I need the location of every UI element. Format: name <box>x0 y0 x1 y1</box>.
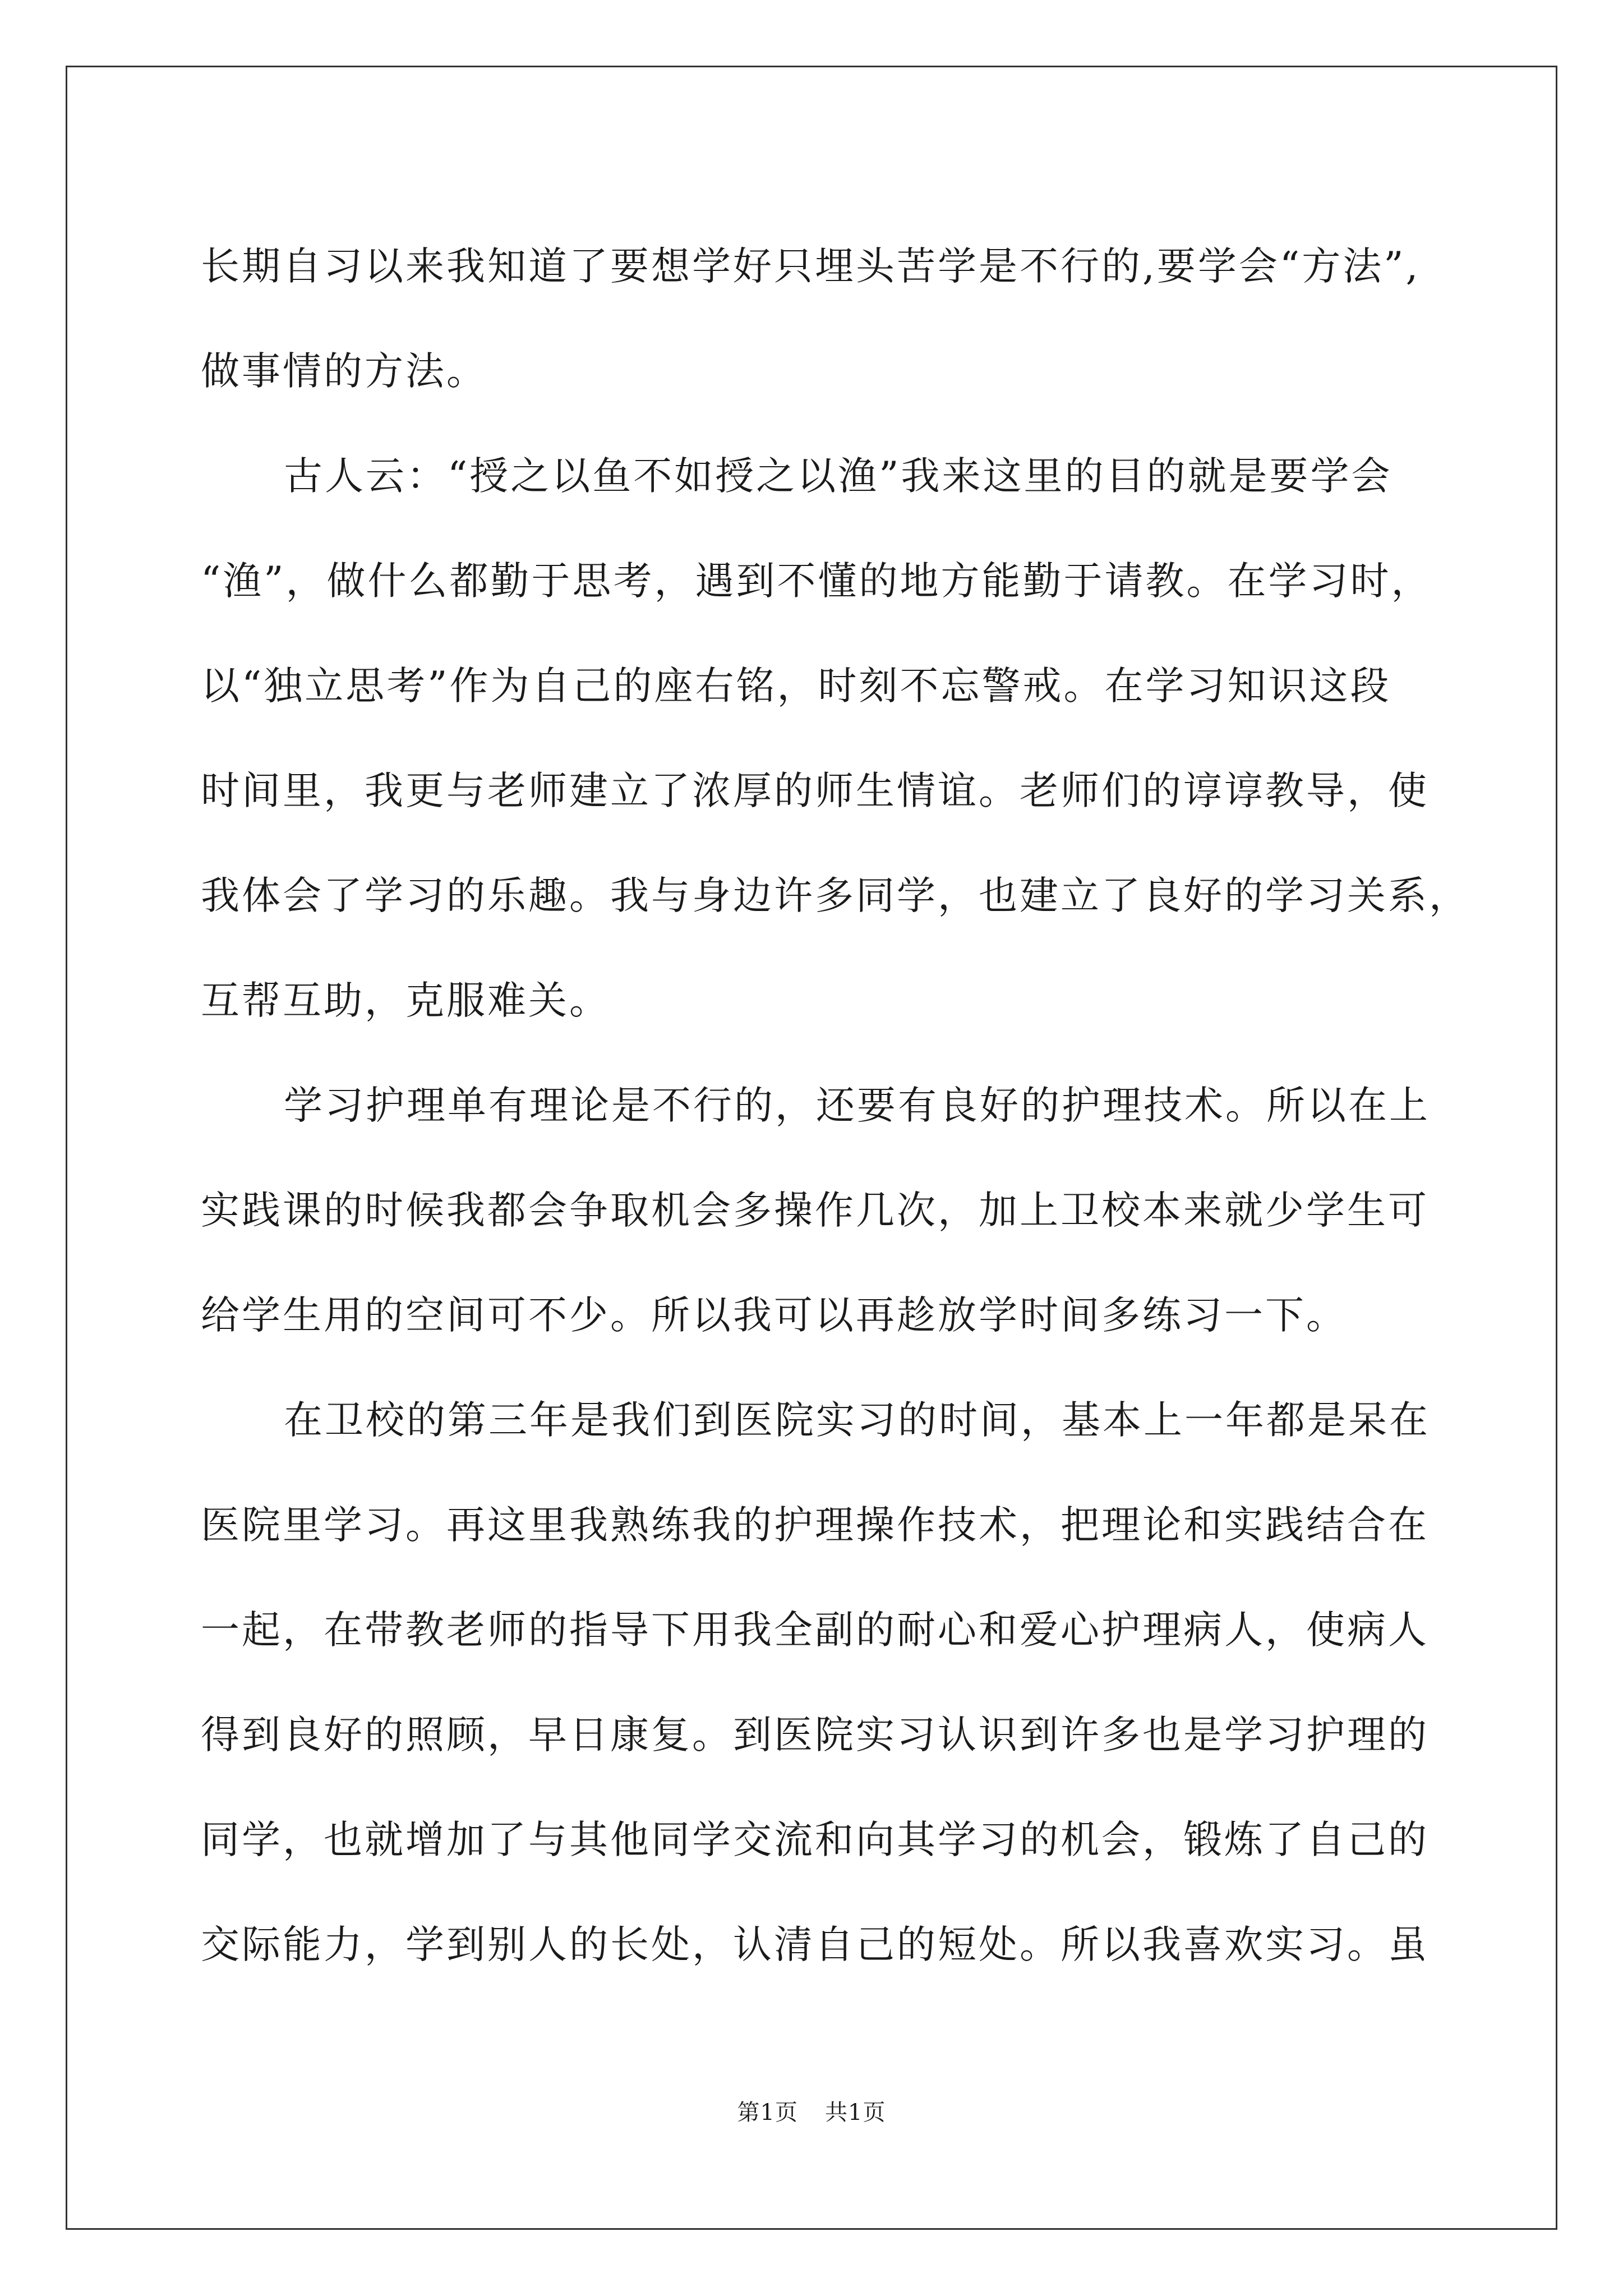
text-line: 在卫校的第三年是我们到医院实习的时间，基本上一年都是呆在 <box>284 1398 1430 1443</box>
text-line: “渔”，做什么都勤于思考，遇到不懂的地方能勤于请教。在学习时， <box>201 559 1432 604</box>
text-line: 学习护理单有理论是不行的，还要有良好的护理技术。所以在上 <box>284 1083 1430 1128</box>
text-line: 长期自习以来我知道了要想学好只埋头苦学是不行的,要学会“方法”, <box>201 244 1421 289</box>
page-number: 第1页 <box>737 2100 798 2125</box>
text-line: 给学生用的空间可不少。所以我可以再趁放学时间多练习一下。 <box>201 1293 1347 1338</box>
body-text <box>201 214 1470 1998</box>
text-line: 同学，也就增加了与其他同学交流和向其学习的机会，锻炼了自己的 <box>201 1818 1429 1862</box>
text-line: 一起，在带教老师的指导下用我全副的耐心和爱心护理病人，使病人 <box>201 1608 1429 1653</box>
text-line: 实践课的时候我都会争取机会多操作几次，加上卫校本来就少学生可 <box>201 1188 1429 1233</box>
text-line: 时间里，我更与老师建立了浓厚的师生情谊。老师们的谆谆教导，使 <box>201 769 1429 813</box>
text-line: 以“独立思考”作为自己的座右铭，时刻不忘警戒。在学习知识这段 <box>201 664 1391 708</box>
text-line: 做事情的方法。 <box>201 349 487 394</box>
page-total: 共1页 <box>825 2100 886 2125</box>
text-line: 交际能力，学到别人的长处，认清自己的短处。所以我喜欢实习。虽 <box>201 1922 1429 1967</box>
text-line: 古人云：“授之以鱼不如授之以渔”我来这里的目的就是要学会 <box>284 454 1393 499</box>
text-line: 医院里学习。再这里我熟练我的护理操作技术，把理论和实践结合在 <box>201 1503 1429 1548</box>
page-footer <box>0 2095 1623 2127</box>
text-line: 得到良好的照顾，早日康复。到医院实习认识到许多也是学习护理的 <box>201 1713 1429 1757</box>
text-line: 互帮互助，克服难关。 <box>201 978 610 1023</box>
text-line: 我体会了学习的乐趣。我与身边许多同学，也建立了良好的学习关系， <box>201 873 1470 918</box>
